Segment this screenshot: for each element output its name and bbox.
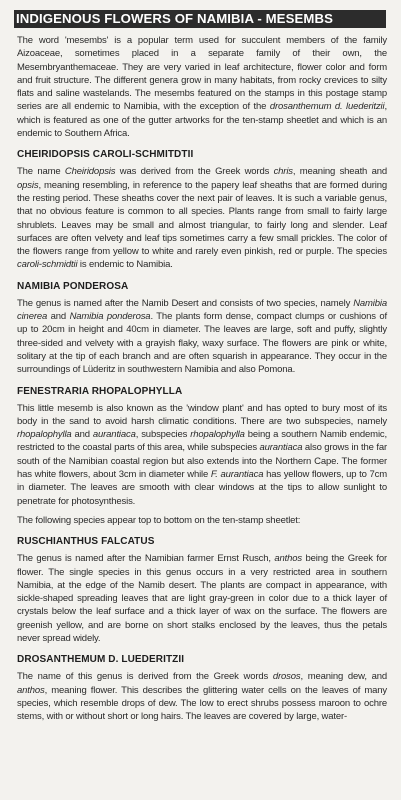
section-body: The genus is named after the Namibian farmer Ernst Rusch, anthos being the Greek for flower. The single species in this genus occurs in a very restricted area in southern Namibia, at the edge of the Namib desert. The plants are compact in appearance, with sickle-shaped spreading leaves that are light gray-green in color due to a thick layer of crystals below the leaf surface and a thick layer of wax on the surface. The flowers are greenish yellow, and are borne on short stalks enclosed by the leaves, thus the petals never spread widely. [17,553,388,644]
section-body: The name Cheiridopsis was derived from the Greek words chris, meaning sheath and opsis, meaning resembling, in reference to the papery leaf sheaths that are formed during the resting period. These sheaths cover the next pair of leaves. It is such a variable genus, that no obvious feature is common to all species. Plants range from small to fairly large shrublets. Leaves may be small and almost triangular, to fairly long and slender. Leaf surfaces are often velvety and leaf tips sometimes carry a few small prickles. The color of the flowers range from yellow to white and rarely even pinkish, red or purple. The species caroli-schmidtii is endemic to Namibia. [17,166,387,271]
section-heading: RUSCHIANTHUS FALCATUS [17,536,155,548]
section-heading: DROSANTHEMUM D. LUEDERITZII [17,654,185,666]
intro-paragraph [17,34,387,140]
intro-species-name: drosanthemum d. luederitzii [269,101,385,113]
section-heading: CHEIRIDOPSIS CAROLI-SCHMITDTII [17,149,194,161]
section-heading: FENESTRARIA RHOPALOPHYLLA [17,385,183,397]
species-sections-group-2 [17,536,387,723]
intro-text-part1: The word 'mesembs' is a popular term used for succulent members of the family Aizoaceae, sometimes placed in a separate family of their own, the Mesembryanthemaceae. They are very varied in leaf architecture, flower color and form and fruit structure. The different genera grow in many habitats, from rocky crevices to silty flats and saline wastelands. The mesembs featured on the stamps in this postage stamp series are all endemic to Namibia, with the exception of the [17,35,387,113]
species-sections-group-1 [17,149,387,508]
section-body: The name of this genus is derived from the Greek words drosos, meaning dew, and anthos, meaning flower. This describes the glittering water cells on the leaves of many species, which resemble drops of dew. The low to erect shrubs possess maroon to ochre stems, with or without short or long hairs. The leaves are covered by large, water- [17,671,387,723]
sheetlet-intro: The following species appear top to bottom on the ten-stamp sheetlet: [17,514,301,526]
section-body: The genus is named after the Namib Desert and consists of two species, namely Namibia cinerea and Namibia ponderosa. The plants form dense, compact clumps or cushions of up to 20cm in height and 40cm in diameter. The leaves are large, soft and puffy, slightly three-sided and velvety with a grayish flaky, waxy surface. The flowers are pink or white, solitary at the tip of each branch and are often squarish in appearance. They occur in the surroundings of Lüderitz in southwestern Namibia and also Pomona. [17,297,387,376]
page-title: INDIGENOUS FLOWERS OF NAMIBIA - MESEMBS [14,10,386,28]
section-body: This little mesemb is also known as the 'window plant' and has opted to bury most of its body in the sand to avoid harsh climatic conditions. There are two subspecies, namely rhopalophylla and aurantiaca, subspecies rhopalophylla being a southern Namib endemic, restricted to the coastal parts of this area, while subspecies aurantiaca also grows in the far south of the Namibian coastal region but also extends into the Northern Cape. The former has white flowers, about 3cm in diameter while F. aurantiaca has yellow flowers, up to 7cm in diameter. The leaves are smooth with clear windows at the tips to allow sunlight to penetrate for photosynthesis. [17,402,387,507]
section-heading: NAMIBIA PONDEROSA [17,280,129,292]
intro-text-part2: , which is featured as one of the gutter artworks for the ten-stamp sheetlet and which is an endemic to Southern Africa. [17,101,387,140]
